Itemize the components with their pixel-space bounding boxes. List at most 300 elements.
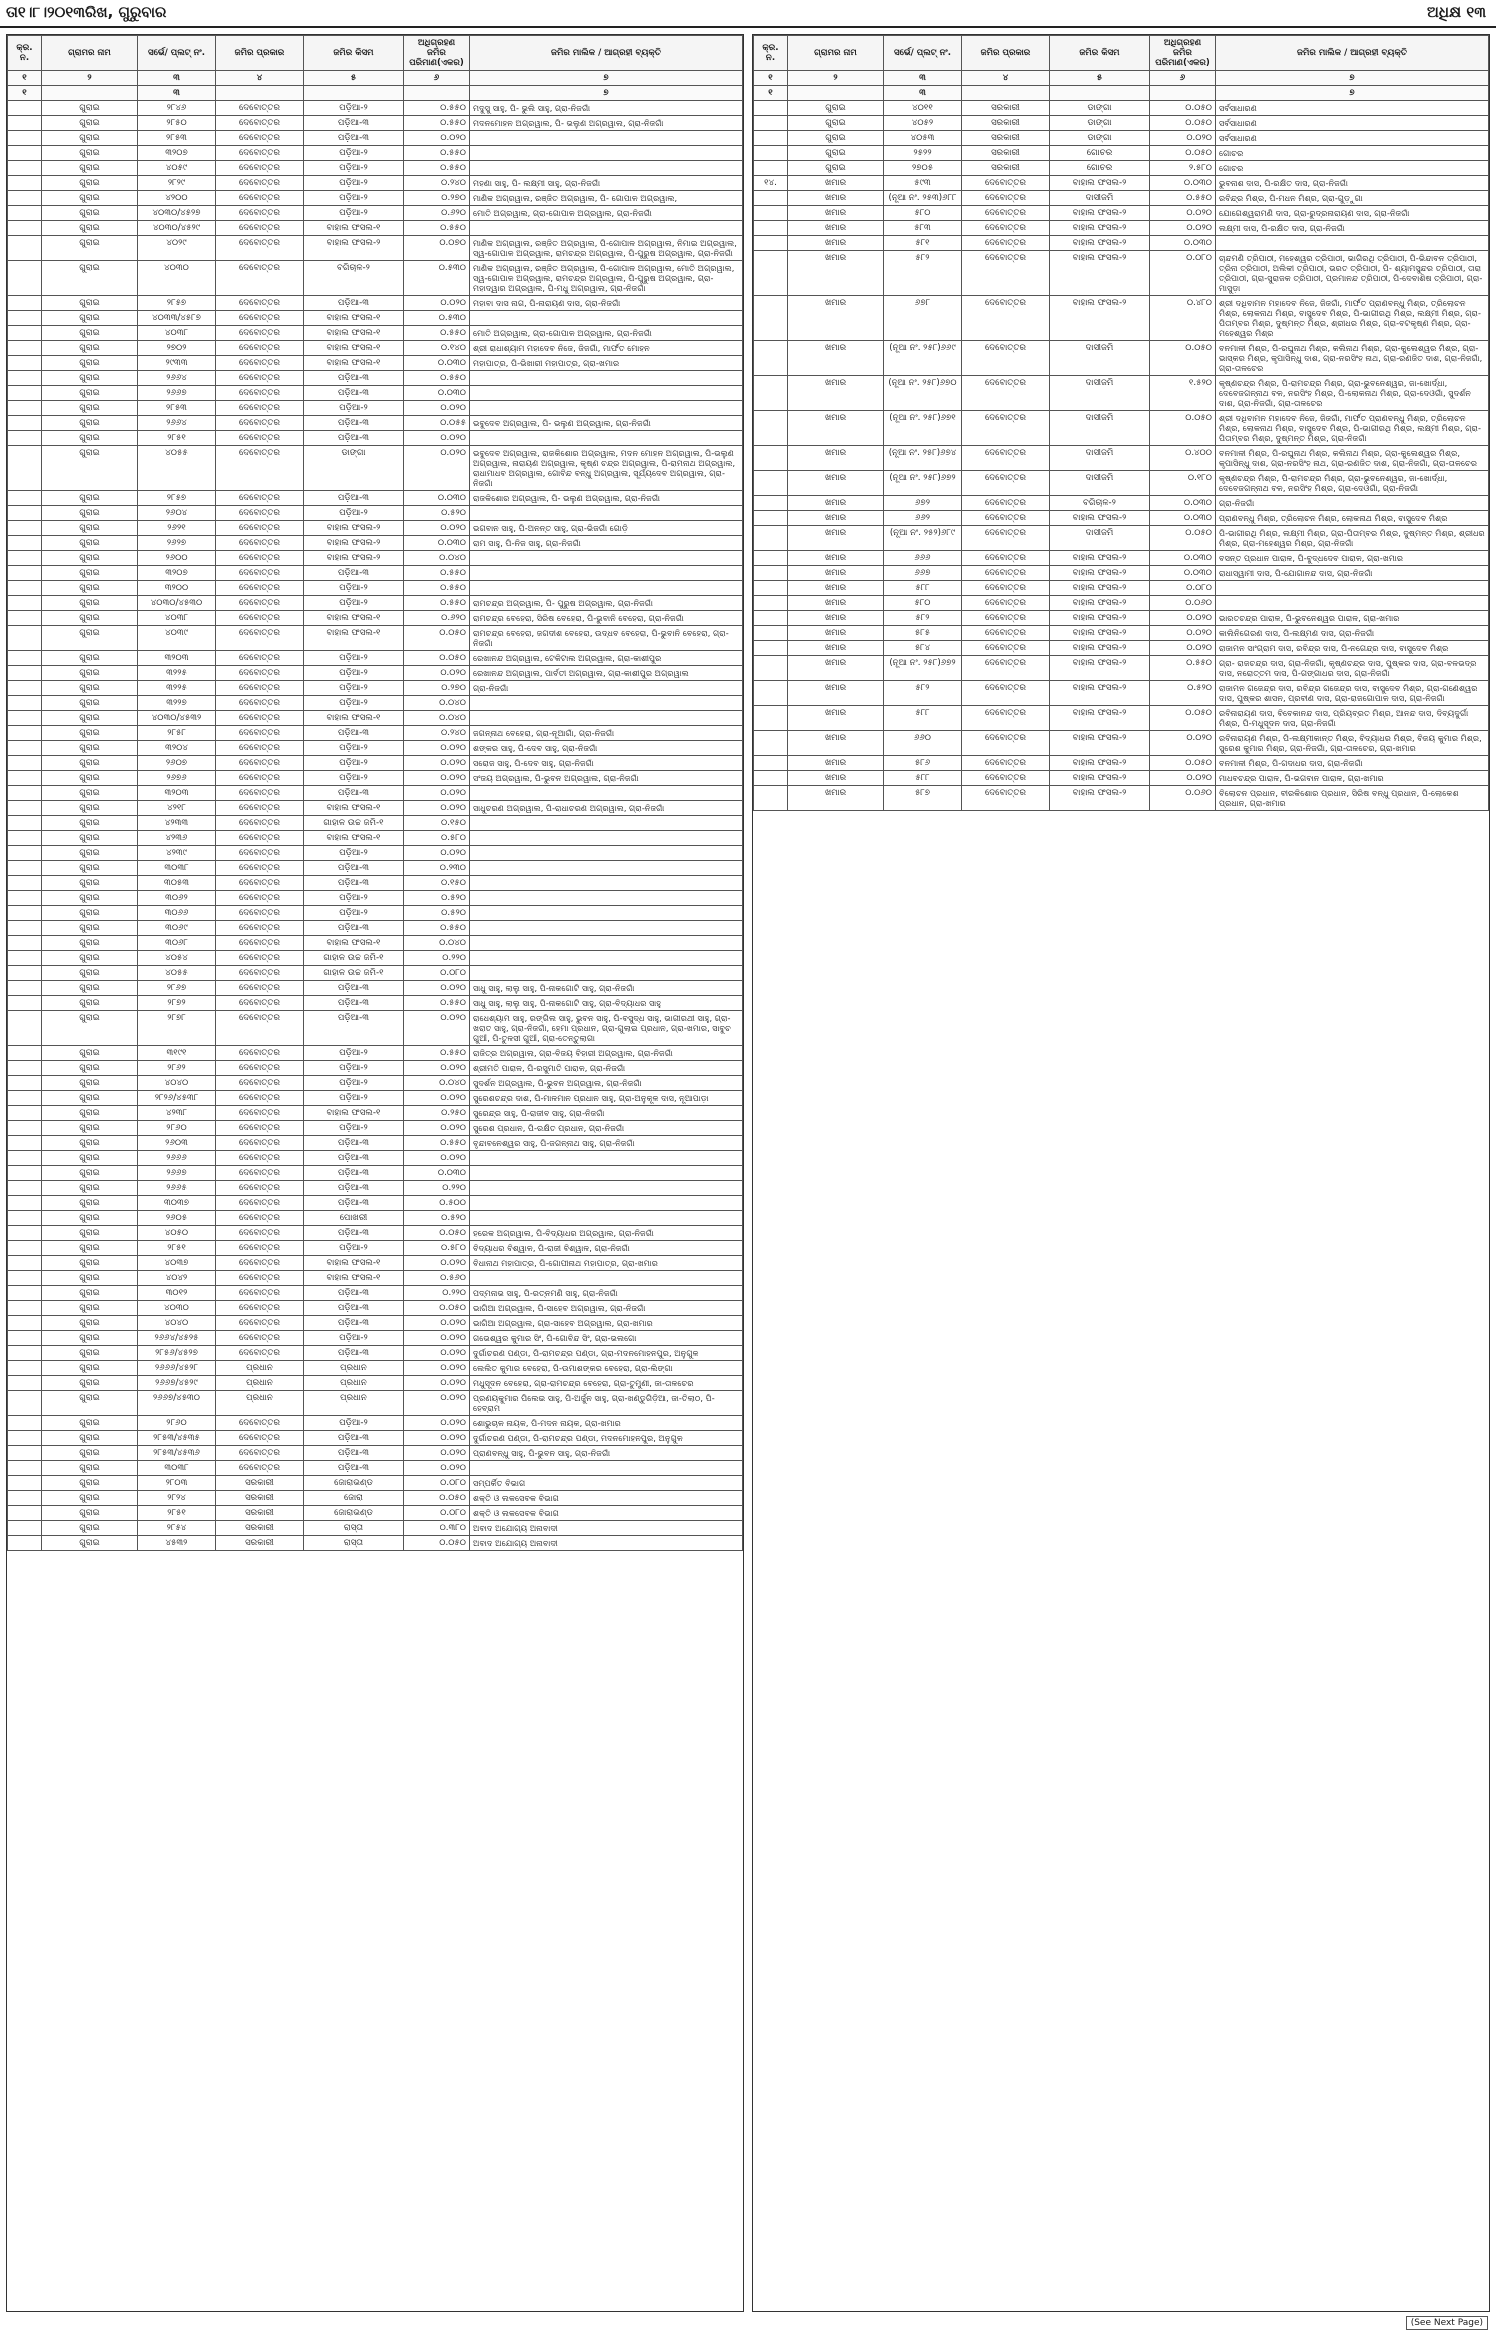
cell-area: ୦.୦୨୦ — [404, 1361, 470, 1376]
cell-village: ଗୁରାଇ — [42, 176, 138, 191]
cell-area: ୦.୦୨୦ — [404, 1316, 470, 1331]
cell-owner: ଦୁର୍ଗାଚରଣ ପଣ୍ଡା, ପି-ରାମଚନ୍ଦ୍ର ପଣ୍ଡା, ମଦନମୋହନପୁର, ଅନୁଗୁଳ — [470, 1431, 743, 1446]
cell-village: ଗୁରାଇ — [42, 951, 138, 966]
cell-kisam: ବାହାଲ ଫସଲ-୧ — [304, 221, 404, 236]
cell-land-type: ଦେବୋତ୍ତର — [216, 681, 304, 696]
cell-village: ଖମାର — [788, 626, 884, 641]
cell-owner — [470, 566, 743, 581]
cell-plot: ୪୦୩୦ — [138, 261, 216, 296]
table-row — [8, 1091, 743, 1106]
cell-plot: ୨୮୫୬/୪୫୨୭ — [138, 1346, 216, 1361]
cell-land-type: ଦେବୋତ୍ତର — [216, 801, 304, 816]
cell-land-type: ଦେବୋତ୍ତର — [962, 176, 1050, 191]
cell-land-type: ଦେବୋତ୍ତର — [216, 741, 304, 756]
cell-land-type: ସରକାରୀ — [962, 131, 1050, 146]
cell-area: ୦.୫୫୦ — [404, 566, 470, 581]
cell-area: ୦.୦୨୦ — [404, 401, 470, 416]
cell-serial — [8, 951, 42, 966]
table-row — [754, 376, 1489, 411]
cell-area: ୦.୦୫୦ — [404, 1301, 470, 1316]
cell-kisam: ଜୋରାଭଣ୍ଡ — [304, 1476, 404, 1491]
cell-village: ଗୁରାଇ — [42, 1076, 138, 1091]
table-row — [754, 511, 1489, 526]
col-header-plot: ସର୍ଭେ/ ପ୍ଲଟ୍ ନଂ. — [884, 36, 962, 71]
cell-plot: ୩୨୦୦ — [138, 581, 216, 596]
cell-plot: ୩୨୦୩ — [138, 786, 216, 801]
cell-serial — [754, 566, 788, 581]
cell-village: ଗୁରାଇ — [42, 1286, 138, 1301]
cell-serial — [8, 261, 42, 296]
cell-area: ୦.୦୬୦ — [1150, 786, 1216, 811]
cell-land-type: ଦେବୋତ୍ତର — [962, 786, 1050, 811]
cell-plot: ୫୮୭ — [884, 786, 962, 811]
cell-owner: ରାମଚନ୍ଦ୍ର ବେହେରା, ସିରିଷ ବେହେରା, ପି-ଭୁବାନି ବେହେରା, ଗ୍ରା-ନିଜଗାଁ — [470, 611, 743, 626]
cell-land-type: ଦେବୋତ୍ତର — [962, 471, 1050, 496]
cell-village: ଖମାର — [788, 236, 884, 251]
cell-land-type: ଦେବୋତ୍ତର — [216, 536, 304, 551]
cell-owner — [470, 906, 743, 921]
cell-kisam: ବାହାଲ ଫସଲ-୨ — [1050, 551, 1150, 566]
cell-area: ୦.୦୫୦ — [1150, 756, 1216, 771]
cell-kisam: ପଡ଼ିଆ-୩ — [304, 1431, 404, 1446]
cell-kisam: ବାହାଲ ଫସଲ-୨ — [1050, 756, 1150, 771]
cell-area: ୨.୫୮୦ — [1150, 161, 1216, 176]
cell-land-type: ଦେବୋତ୍ତର — [216, 1416, 304, 1431]
table-row — [8, 891, 743, 906]
cell-kisam: ପଡ଼ିଆ-୩ — [304, 1151, 404, 1166]
cell-kisam: ପଡ଼ିଆ-୩ — [304, 726, 404, 741]
cell-area: ୦.୦୨୦ — [404, 1431, 470, 1446]
cell-serial — [8, 771, 42, 786]
table-row — [8, 1476, 743, 1491]
cell-plot: ୨୬୦୫ — [138, 1211, 216, 1226]
cell-plot: ୬୬୬ — [884, 551, 962, 566]
cell-plot: ୨୮୪୬ — [138, 101, 216, 116]
cell-plot: ୨୬୬୭/୪୫୨୯ — [138, 1376, 216, 1391]
table-row — [754, 526, 1489, 551]
col-header-area: ଅଧିଗ୍ରହଣ ଜମିର ପରିମାଣ(ଏକର) — [1150, 36, 1216, 71]
cell-kisam: ପଡ଼ିଆ-୨ — [304, 906, 404, 921]
cell-village: ଖମାର — [788, 496, 884, 511]
cell-plot: ୪୦୫୫ — [138, 446, 216, 491]
table-row — [8, 666, 743, 681]
table-row — [8, 1046, 743, 1061]
page-header — [0, 0, 1496, 28]
cell-land-type: ଦେବୋତ୍ତର — [216, 711, 304, 726]
cell-serial — [8, 221, 42, 236]
table-row — [8, 1151, 743, 1166]
cell-village: ଗୁରାଇ — [42, 581, 138, 596]
cell-owner — [470, 221, 743, 236]
cell-plot: ୫୮୧ — [884, 236, 962, 251]
cell-owner: ପଦ୍ମନାଭ ସାହୁ, ପି-ରତ୍ନମଣି ସାହୁ, ଗ୍ରା-ନିଜଗାଁ — [470, 1286, 743, 1301]
cell-village: ଗୁରାଇ — [42, 491, 138, 506]
cell-land-type: ଦେବୋତ୍ତର — [962, 581, 1050, 596]
cell-village: ଗୁରାଇ — [42, 146, 138, 161]
cell-area: ୦.୩୮୦ — [404, 1521, 470, 1536]
table-row — [8, 786, 743, 801]
cell-area: ୦.୫୫୦ — [1150, 656, 1216, 681]
cell-owner: ସୁରେଶଚନ୍ଦ୍ର ଦାଶ, ପି-ମାଳମାନ ପ୍ରଧାନ ସାହୁ, ଗ୍ରା-ଅନୁକୂଳ ଦାସ, ନୂଆପାଡ଼ା — [470, 1091, 743, 1106]
cell-serial — [8, 1461, 42, 1476]
cell-village: ଗୁରାଇ — [42, 696, 138, 711]
cell-village: ଗୁରାଇ — [42, 401, 138, 416]
table-row — [754, 731, 1489, 756]
cell-serial — [8, 1091, 42, 1106]
cell-kisam: ପଡ଼ିଆ-୨ — [304, 741, 404, 756]
cell-serial — [754, 131, 788, 146]
cell-area: ୦.୦୩୦ — [1150, 236, 1216, 251]
table-row — [8, 1136, 743, 1151]
cell-land-type: ଦେବୋତ୍ତର — [216, 951, 304, 966]
cell-kisam: ଜୋରା — [304, 1491, 404, 1506]
cell-owner: ଭାରତଚନ୍ଦ୍ର ପାରାଳ, ପି-ଭୁବନେଶ୍ୱର ପାରାଳ, ଗ୍ରା-ଖମାର — [1216, 611, 1489, 626]
cell-owner: ବନମାଳୀ ମିଶ୍ର, ପି-ଗଦାଧର ଦାସ, ଗ୍ରା-ନିଜଗାଁ — [1216, 756, 1489, 771]
cell-village: ଗୁରାଇ — [42, 726, 138, 741]
cell-land-type: ଦେବୋତ୍ତର — [216, 626, 304, 651]
cell-serial — [754, 626, 788, 641]
cell-land-type: ଦେବୋତ୍ତର — [216, 966, 304, 981]
cell-plot: ୨୬୦୦ — [138, 551, 216, 566]
cell-owner: ଭଗବାନ ସାହୁ, ପି-ଅନନ୍ତ ସାହୁ, ଗ୍ରା-ଭିଜଗାଁ ଗୋଡ଼ି — [470, 521, 743, 536]
cell-village: ଗୁରାଇ — [42, 1241, 138, 1256]
cell-land-type: ଦେବୋତ୍ତର — [216, 816, 304, 831]
table-row — [8, 221, 743, 236]
cell-kisam: ବାହାଲ ଫସଲ-୧ — [304, 1106, 404, 1121]
cell-plot: ୪୦୪୦ — [138, 1076, 216, 1091]
cell-serial — [8, 846, 42, 861]
cell-plot: ୫୮୪ — [884, 641, 962, 656]
cell-kisam: ବାହାଲ ଫସଲ-୨ — [1050, 566, 1150, 581]
cell-kisam: ପଡ଼ିଆ-୩ — [304, 1286, 404, 1301]
cell-kisam: ବାହାଲ ଫସଲ-୧ — [304, 311, 404, 326]
table-row — [8, 551, 743, 566]
table-row — [754, 146, 1489, 161]
cell-serial — [754, 771, 788, 786]
cell-plot: ୨୮୫୦ — [138, 116, 216, 131]
cell-village: ଖମାର — [788, 706, 884, 731]
cell-owner: କୃଷ୍ଣଚନ୍ଦ୍ର ମିଶ୍ର, ପି-ରାମଚନ୍ଦ୍ର ମିଶ୍ର, ଗ୍ରା-ଭୁବନେଶ୍ୱର, ଜା-ଖୋର୍ଦ୍ଧା, ଦେବେଜଗନ୍ନାଥ ବଳ, ନରସିଂହ ମିଶ୍ର, ଗ୍ରା-ଦେଓଗାଁ, ଗ୍ରା-ନିଜଗାଁ — [1216, 471, 1489, 496]
cell-plot: ୪୦୫୯ — [138, 161, 216, 176]
table-row — [754, 236, 1489, 251]
cell-area: ୦.୦୬୦ — [1150, 596, 1216, 611]
cell-village: ଗୁରାଇ — [42, 861, 138, 876]
cell-kisam: ଦାସୀଜମି — [1050, 341, 1150, 376]
cell-village: ଗୁରାଇ — [42, 101, 138, 116]
cell-serial — [8, 936, 42, 951]
cell-plot: ୫୮୫ — [884, 626, 962, 641]
cell-area: ୦.୨୭୦ — [404, 681, 470, 696]
cell-kisam: ବାହାଲ ଫସଲ-୨ — [1050, 786, 1150, 811]
cell-kisam: ପଡ଼ିଆ-୩ — [304, 981, 404, 996]
cell-village: ଗୁରାଇ — [42, 981, 138, 996]
cell-land-type: ଦେବୋତ୍ତର — [216, 1121, 304, 1136]
cell-kisam: ପଡ଼ିଆ-୨ — [304, 1121, 404, 1136]
table-row — [8, 876, 743, 891]
cell-kisam: ପଡ଼ିଆ-୨ — [304, 401, 404, 416]
cell-village: ଗୁରାଇ — [42, 1061, 138, 1076]
cell-owner: ସୁରେନ୍ଦ୍ର ସାହୁ, ପି-ରାଜୀବ ସାହୁ, ଗ୍ରା-ନିଜଗାଁ — [470, 1106, 743, 1121]
cell-serial — [8, 651, 42, 666]
cell-land-type: ଦେବୋତ୍ତର — [962, 526, 1050, 551]
right-column-table-block — [752, 34, 1490, 2312]
cell-area: ୦.୦୫୦ — [1150, 116, 1216, 131]
cell-village: ଗୁରାଇ — [42, 356, 138, 371]
cell-land-type: ଦେବୋତ୍ତର — [216, 371, 304, 386]
cell-land-type: ଦେବୋତ୍ତର — [216, 1461, 304, 1476]
cell-owner: ମାଣିକ ଅଗ୍ରୱାଲ, ରଞ୍ଜିତ ଅଗ୍ରୱାଲ, ପି-ଗୋପାଳ ଅଗ୍ରୱାଲ, ମୋତି ଅଗ୍ରୱାଲ, ସ୍ୱ-ଗୋପାଳ ଅଗ୍ରୱାଲ, ରାମଚନ୍ଦ୍ର ଅଗ୍ରୱାଲ, ପି-ପୁରୁଷ ଅଗ୍ରୱାଲ, ଗ୍ରା-ମହାଦ୍ୱାର ଅଗ୍ରୱାଲ, ପି-ମଧୁ ଅଗ୍ରୱାଲ, ଗ୍ରା-ନିଜଗାଁ — [470, 261, 743, 296]
cell-serial — [8, 146, 42, 161]
cell-village: ଗୁରାଇ — [42, 1376, 138, 1391]
cell-area: ୦.୦୩୦ — [1150, 176, 1216, 191]
cell-village: ଖମାର — [788, 611, 884, 626]
cell-village: ଗୁରାଇ — [42, 551, 138, 566]
cell-land-type: ଦେବୋତ୍ତର — [216, 311, 304, 326]
cell-village: ଖମାର — [788, 176, 884, 191]
cell-kisam: ଦାସୀଜମି — [1050, 411, 1150, 446]
cell-owner: ଶଙ୍କର ସାହୁ, ପି-ଦେବ ସାହୁ, ଗ୍ରା-ନିଜଗାଁ — [470, 741, 743, 756]
cell-owner: ଶକ୍ତି ଓ ଲକସେବକ ବିଭାଗ — [470, 1506, 743, 1521]
table-row — [8, 1331, 743, 1346]
cell-kisam: ପଡ଼ିଆ-୨ — [304, 206, 404, 221]
cell-serial — [8, 1181, 42, 1196]
cell-plot: ୨୮୫୩/୪୫୩୫ — [138, 1431, 216, 1446]
cell-kisam: ପଡ଼ିଆ-୨ — [304, 1046, 404, 1061]
table-row — [8, 831, 743, 846]
col-header-village: ଗ୍ରାମର ନାମ — [788, 36, 884, 71]
cell-land-type: ଦେବୋତ୍ତର — [216, 1211, 304, 1226]
cell-serial — [8, 371, 42, 386]
cell-area: ୦.୦୨୦ — [404, 431, 470, 446]
cell-serial — [8, 921, 42, 936]
table-row — [8, 1211, 743, 1226]
table-row — [8, 236, 743, 261]
table-row — [8, 626, 743, 651]
cell-owner — [470, 891, 743, 906]
cell-land-type: ଦେବୋତ୍ତର — [962, 341, 1050, 376]
cell-area: ୦.୫୮୦ — [404, 831, 470, 846]
cell-owner — [470, 1151, 743, 1166]
cell-owner: ଅବାଦ ଅଯୋଗ୍ୟ ଅନାବାଦୀ — [470, 1536, 743, 1551]
cell-kisam: ପୋଖରୀ — [304, 1211, 404, 1226]
table-row — [754, 656, 1489, 681]
cell-serial — [8, 891, 42, 906]
cell-area: ୦.୫୦୦ — [404, 1196, 470, 1211]
table-row — [8, 1346, 743, 1361]
cell-plot: ୪୦୩୮ — [138, 611, 216, 626]
col-number-sub — [216, 86, 304, 101]
cell-land-type: ଦେବୋତ୍ତର — [962, 511, 1050, 526]
cell-kisam: ପଡ଼ିଆ-୩ — [304, 1461, 404, 1476]
cell-area: ୦.୧୮୦ — [1150, 471, 1216, 496]
cell-area: ୦.୪୮୦ — [1150, 296, 1216, 341]
cell-kisam: ଜୋରାଭଣ୍ଡ — [304, 1506, 404, 1521]
table-row — [8, 756, 743, 771]
cell-plot: ୨୬୬୭/୪୫୩୦ — [138, 1391, 216, 1416]
cell-kisam: ପଡ଼ିଆ-୩ — [304, 416, 404, 431]
cell-village: ଗୁରାଇ — [42, 1256, 138, 1271]
cell-area: ୦.୦୮୦ — [1150, 251, 1216, 296]
table-row — [754, 641, 1489, 656]
cell-village: ଗୁରାଇ — [42, 1301, 138, 1316]
table-row — [8, 581, 743, 596]
cell-owner — [470, 861, 743, 876]
cell-serial — [754, 706, 788, 731]
cell-serial — [754, 341, 788, 376]
cell-serial — [754, 756, 788, 771]
table-row — [8, 726, 743, 741]
cell-village: ଗୁରାଇ — [42, 771, 138, 786]
cell-serial — [754, 236, 788, 251]
col-number: ୬ — [1150, 71, 1216, 86]
cell-village: ଗୁରାଇ — [42, 801, 138, 816]
left-table-body — [8, 101, 743, 1551]
cell-owner: ପି-ଭାଗୀରଥି ମିଶ୍ର, ଲକ୍ଷ୍ମୀ ମିଶ୍ର, ଗ୍ରା-ପିତାମ୍ବର ମିଶ୍ର, ଦୁଷ୍ମନ୍ତ ମିଶ୍ର, ଶ୍ରୀଧର ମିଶ୍ର, ଗ୍ରା-ମହେଶ୍ୱର ମିଶ୍ର, ଗ୍ରା-ନିଜଗାଁ — [1216, 526, 1489, 551]
cell-area: ୦.୪୦୦ — [1150, 446, 1216, 471]
cell-serial — [8, 1301, 42, 1316]
cell-serial — [754, 101, 788, 116]
table-row — [8, 326, 743, 341]
cell-serial — [8, 696, 42, 711]
cell-plot: ୪୦୫୦ — [138, 1226, 216, 1241]
cell-serial — [754, 551, 788, 566]
table-row — [8, 416, 743, 431]
cell-land-type: ଦେବୋତ୍ତର — [216, 921, 304, 936]
cell-serial — [8, 401, 42, 416]
cell-kisam: ପଡ଼ିଆ-୩ — [304, 1166, 404, 1181]
cell-serial — [8, 801, 42, 816]
cell-serial — [8, 1011, 42, 1046]
cell-serial — [8, 1506, 42, 1521]
cell-area: ୦.୦୨୦ — [1150, 626, 1216, 641]
cell-serial — [8, 1106, 42, 1121]
cell-plot: ୩୨୦୭ — [138, 146, 216, 161]
cell-land-type: ଦେବୋତ୍ତର — [216, 861, 304, 876]
table-row — [8, 296, 743, 311]
table-row — [8, 1286, 743, 1301]
cell-village: ଗୁରାଇ — [42, 1491, 138, 1506]
cell-plot: ୪୦୫୪ — [138, 951, 216, 966]
cell-land-type: ଦେବୋତ୍ତର — [962, 626, 1050, 641]
cell-area: ୦.୦୩୦ — [1150, 551, 1216, 566]
cell-plot: ୫୮୦ — [884, 596, 962, 611]
cell-serial — [754, 496, 788, 511]
cell-village: ଗୁରାଇ — [42, 786, 138, 801]
cell-plot: ୬୭୨ — [884, 496, 962, 511]
cell-plot: (ନୂଆ ନଂ. ୨୫୩)୬୮୮ — [884, 191, 962, 206]
cell-land-type: ଦେବୋତ୍ତର — [216, 551, 304, 566]
cell-owner: ସାଧୁଚରଣ ଅଗ୍ରୱାଲ, ପି-ରାଧାଚରଣ ଅଗ୍ରୱାଲ, ଗ୍ରା-ନିଜଗାଁ — [470, 801, 743, 816]
cell-village: ଗୁରାଇ — [42, 936, 138, 951]
cell-plot: ୪୦୩୦ — [138, 1301, 216, 1316]
cell-village: ଗୁରାଇ — [42, 326, 138, 341]
cell-land-type: ସରକାରୀ — [962, 161, 1050, 176]
cell-owner — [470, 846, 743, 861]
cell-village: ଗୁରାଇ — [42, 431, 138, 446]
cell-plot: ୨୮୬୭ — [138, 981, 216, 996]
cell-area: ୦.୦୨୦ — [404, 1346, 470, 1361]
cell-kisam: ଗୋଚର — [1050, 161, 1150, 176]
cell-area: ୦.୧୪୦ — [404, 341, 470, 356]
cell-area: ୦.୦୨୦ — [1150, 771, 1216, 786]
cell-owner: ରାଜକିଶୋର ଅଗ୍ରୱାଲ, ପି- ଭଲୁଣ ଅଗ୍ରୱାଲ, ଗ୍ରା-ନିଜଗାଁ — [470, 491, 743, 506]
cell-area: ୦.୫୫୦ — [404, 326, 470, 341]
table-row — [8, 146, 743, 161]
cell-serial — [8, 831, 42, 846]
cell-kisam: ବାହାଲ ଫସଲ-୨ — [1050, 731, 1150, 756]
cell-plot: ୨୮୨୯ — [138, 176, 216, 191]
cell-kisam: ବଗିଚାଳ-୨ — [1050, 496, 1150, 511]
cell-plot: ୨୮୬୦ — [138, 1121, 216, 1136]
cell-land-type: ଦେବୋତ୍ତର — [216, 936, 304, 951]
table-row — [8, 741, 743, 756]
col-number: ୪ — [962, 71, 1050, 86]
cell-land-type: ଦେବୋତ୍ତର — [216, 666, 304, 681]
cell-serial — [8, 116, 42, 131]
cell-area: ୦.୫୫୦ — [404, 371, 470, 386]
cell-area: ୦.୦୩୦ — [404, 491, 470, 506]
cell-village: ଗୁରାଇ — [42, 966, 138, 981]
cell-owner: ଶକ୍ତି ଓ ଲକସେବକ ବିଭାଗ — [470, 1491, 743, 1506]
cell-village: ଗୁରାଇ — [42, 1046, 138, 1061]
cell-owner: ମଧୁସୂଦନ ବେହେରା, ଗ୍ରା-ରାମଚନ୍ଦ୍ର ବେହେରା, ଗ୍ରା-ତୁମୁଣୀ, ଜା-ତାଳଚେର — [470, 1376, 743, 1391]
cell-plot: ୪୦୨୯ — [138, 236, 216, 261]
cell-owner: ସାଧୁ ସାହୁ, ଲାଲୁ ସାହୁ, ପି-ନାକଗୋଟି ସାହୁ, ଗ୍ରା-ବିଦ୍ୟାଧର ସାହୁ — [470, 996, 743, 1011]
cell-plot: ୫୮୨ — [884, 681, 962, 706]
cell-plot: ୪୦୩୮ — [138, 326, 216, 341]
col-header-village: ଗ୍ରାମର ନାମ — [42, 36, 138, 71]
cell-area: ୦.୦୨୦ — [404, 1091, 470, 1106]
table-row — [8, 1491, 743, 1506]
cell-village: ଖମାର — [788, 376, 884, 411]
cell-plot: ୪୦୫୩ — [884, 131, 962, 146]
cell-owner: ହରେକ ଅଗ୍ରୱାଲ, ପି-ବିଦ୍ୟାଧର ଅଗ୍ରୱାଲ, ଗ୍ରା-ନିଜଗାଁ — [470, 1226, 743, 1241]
col-number-sub — [1150, 86, 1216, 101]
cell-owner — [470, 1211, 743, 1226]
table-row — [8, 1076, 743, 1091]
col-number: ୩ — [884, 71, 962, 86]
cell-owner: ରାଧେଶ୍ୟାମ ସାହୁ, ରଙ୍ଗିଲ ସାହୁ, ଭୁବନ ସାହୁ, ପି-ବସୁଦ୍ଧ ସାହୁ, ଭାଗୀରଥୀ ସାହୁ, ଗ୍ରା-ଖରାତ ସାହୁ, ଗ୍ରା-ନିଜଗାଁ, ହେମା ପ୍ରଧାନ, ଗ୍ରା-ଗୁଲାଇ ପ୍ରଧାନ, ଗ୍ରା-ଖମାର, ସାବୁଚ ଗୁଆଁ, ପି-ତୁଳସୀ ଗୁଆଁ, ଗ୍ରା-ତେନ୍ତୁଲାଗା — [470, 1011, 743, 1046]
cell-area: ୦.୦୨୦ — [404, 446, 470, 491]
cell-kisam: ପଡ଼ିଆ-୨ — [304, 1061, 404, 1076]
cell-land-type: ଦେବୋତ୍ତର — [216, 1166, 304, 1181]
cell-land-type: ଦେବୋତ୍ତର — [216, 146, 304, 161]
cell-serial — [8, 1271, 42, 1286]
cell-village: ଗୁରାଇ — [42, 236, 138, 261]
cell-village: ଗୁରାଇ — [42, 1091, 138, 1106]
table-row — [754, 566, 1489, 581]
cell-kisam: ପଡ଼ିଆ-୩ — [304, 1316, 404, 1331]
cell-kisam: ପଡ଼ିଆ-୨ — [304, 176, 404, 191]
cell-village: ଗୁରାଇ — [42, 1011, 138, 1046]
cell-kisam: ପଡ଼ିଆ-୨ — [304, 596, 404, 611]
cell-area: ୦.୦୩୦ — [404, 1166, 470, 1181]
cell-serial — [754, 731, 788, 756]
cell-land-type: ଦେବୋତ୍ତର — [216, 1196, 304, 1211]
cell-owner: ବସନ୍ତ ପ୍ରଧାନ ପାରାଳ, ପି-ବୁଦ୍ଧଦେବ ପାରାଳ, ଗ୍ରା-ଖମାର — [1216, 551, 1489, 566]
table-row — [8, 1256, 743, 1271]
cell-village: ଖମାର — [788, 581, 884, 596]
table-row — [754, 611, 1489, 626]
cell-village: ଗୁରାଇ — [42, 681, 138, 696]
cell-area: ୦.୫୫୦ — [404, 101, 470, 116]
cell-kisam: ପଡ଼ିଆ-୩ — [304, 1136, 404, 1151]
cell-village: ଗୁରାଇ — [42, 921, 138, 936]
cell-area: ୦.୦୨୦ — [404, 1151, 470, 1166]
cell-plot: ୨୮୫୩ — [138, 131, 216, 146]
cell-plot: ୪୦୪୦ — [138, 1316, 216, 1331]
cell-village: ଗୁରାଇ — [42, 996, 138, 1011]
